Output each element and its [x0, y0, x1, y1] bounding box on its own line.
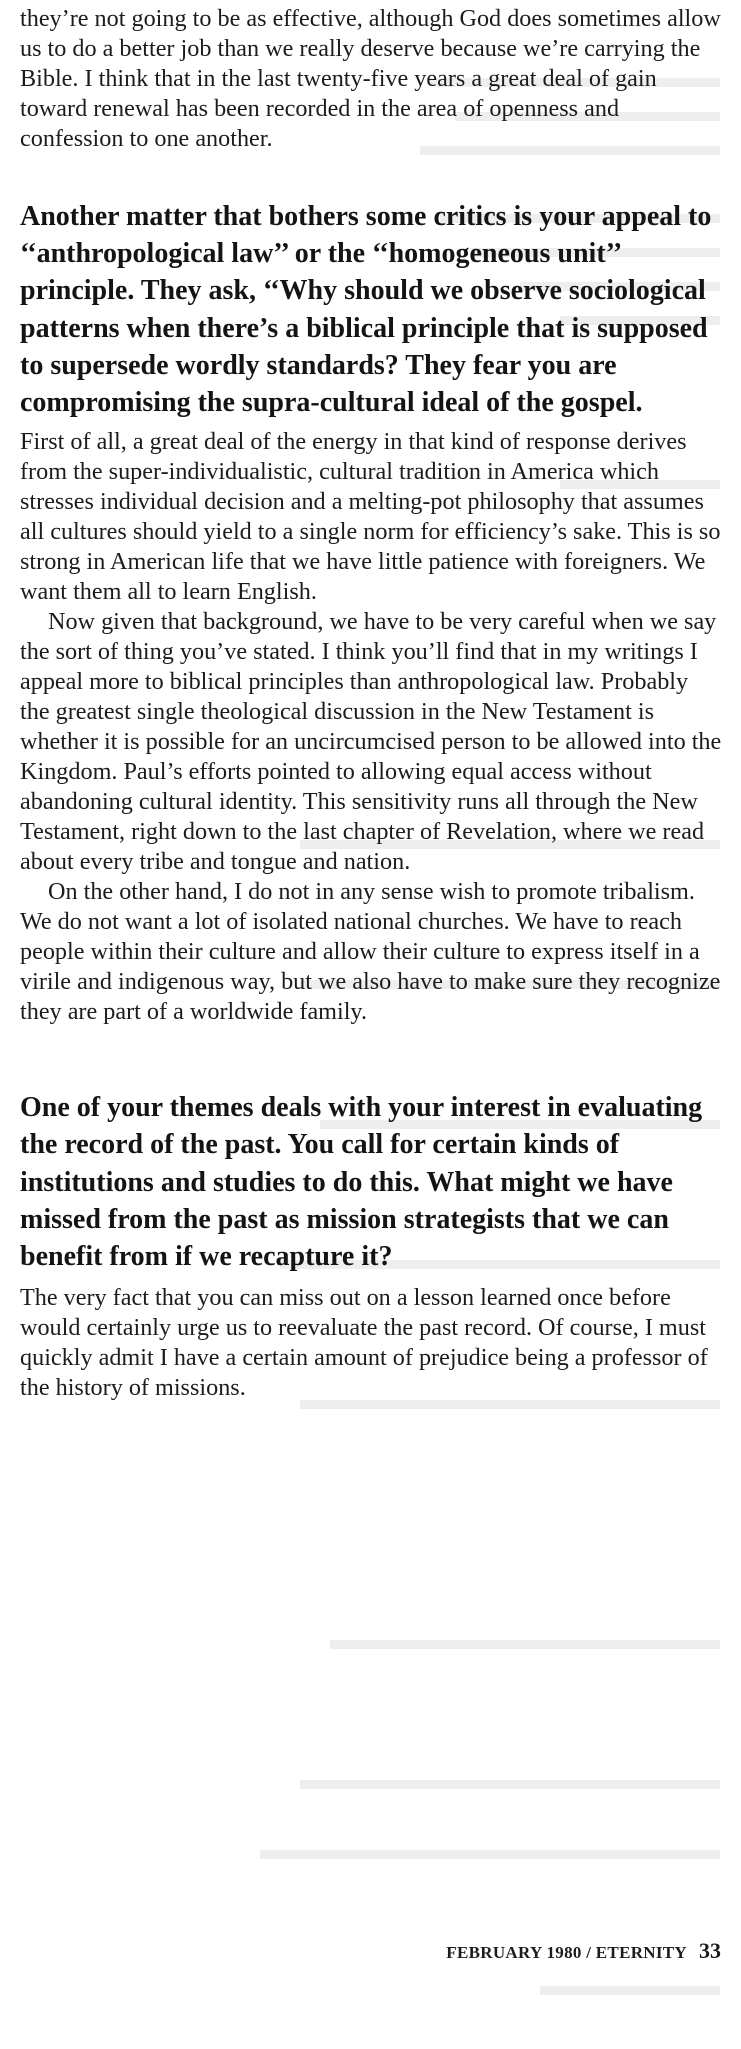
answer-2-paragraph-1: The very fact that you can miss out on a lesson learned once before would certainly urge us to reevaluate the past record. Of course, I must quickly admit I have a certain amount of prejudice being a professor of the history of missions.: [20, 1284, 708, 1402]
show-through-line: [260, 1850, 720, 1859]
answer-1-paragraph-3: On the other hand, I do not in any sense wish to promote tribalism. We do not want a lot of isolated national churches. We have to reach people within their culture and allow their culture to express itself in a virile and indigenous way, but we also have to make sure they recognize they are part of a worldwide family.: [20, 878, 721, 1026]
interview-question-1: Another matter that bothers some critics is your appeal to ‘‘anthropological law’’ or the ‘‘homogeneous unit’’ principle. They ask, ‘‘Why should we observe sociological patterns when there’s a biblical principle that is supposed to supersede wordly standards? They fear you are compromising the supra-cultural ideal of the gospel.: [20, 201, 712, 419]
interview-question-2: One of your themes deals with your interest in evaluating the record of the past. You call for certain kinds of institutions and studies to do this. What might we have missed from the past as mission strategists that we can benefit from if we recapture it?: [20, 1092, 703, 1273]
opening-paragraph: they’re not going to be as effective, although God does sometimes allow us to do a better job than we really deserve because we’re carrying the Bible. I think that in the last twenty-five years a great deal of gain toward renewal has been recorded in the area of openness and confession to one another.: [20, 5, 721, 152]
issue-line: FEBRUARY 1980 / ETERNITY: [446, 1943, 687, 1962]
show-through-line: [300, 1780, 720, 1789]
article-column: [20, 0, 722, 1403]
page-footer: [446, 1938, 721, 1964]
page-number: 33: [699, 1938, 721, 1963]
show-through-line: [330, 1640, 720, 1649]
show-through-line: [540, 1986, 720, 1995]
answer-1-paragraph-2: Now given that background, we have to be very careful when we say the sort of thing you’ve stated. I think you’ll find that in my writings I appeal more to biblical principles than anthropological law. Probably the greatest single theological discussion in the New Testament is whether it is possible for an uncircumcised person to be allowed into the Kingdom. Paul’s efforts pointed to allowing equal access without abandoning cultural identity. This sensitivity runs all through the New Testament, right down to the last chapter of Revelation, where we read about every tribe and tongue and nation.: [20, 608, 722, 876]
answer-1-paragraph-1: First of all, a great deal of the energy in that kind of response derives from the super-individualistic, cultural tradition in America which stresses individual decision and a melting-pot philosophy that assumes all cultures should yield to a single norm for efficiency’s sake. This is so strong in American life that we have little patience with foreigners. We want them all to learn English.: [20, 428, 721, 606]
